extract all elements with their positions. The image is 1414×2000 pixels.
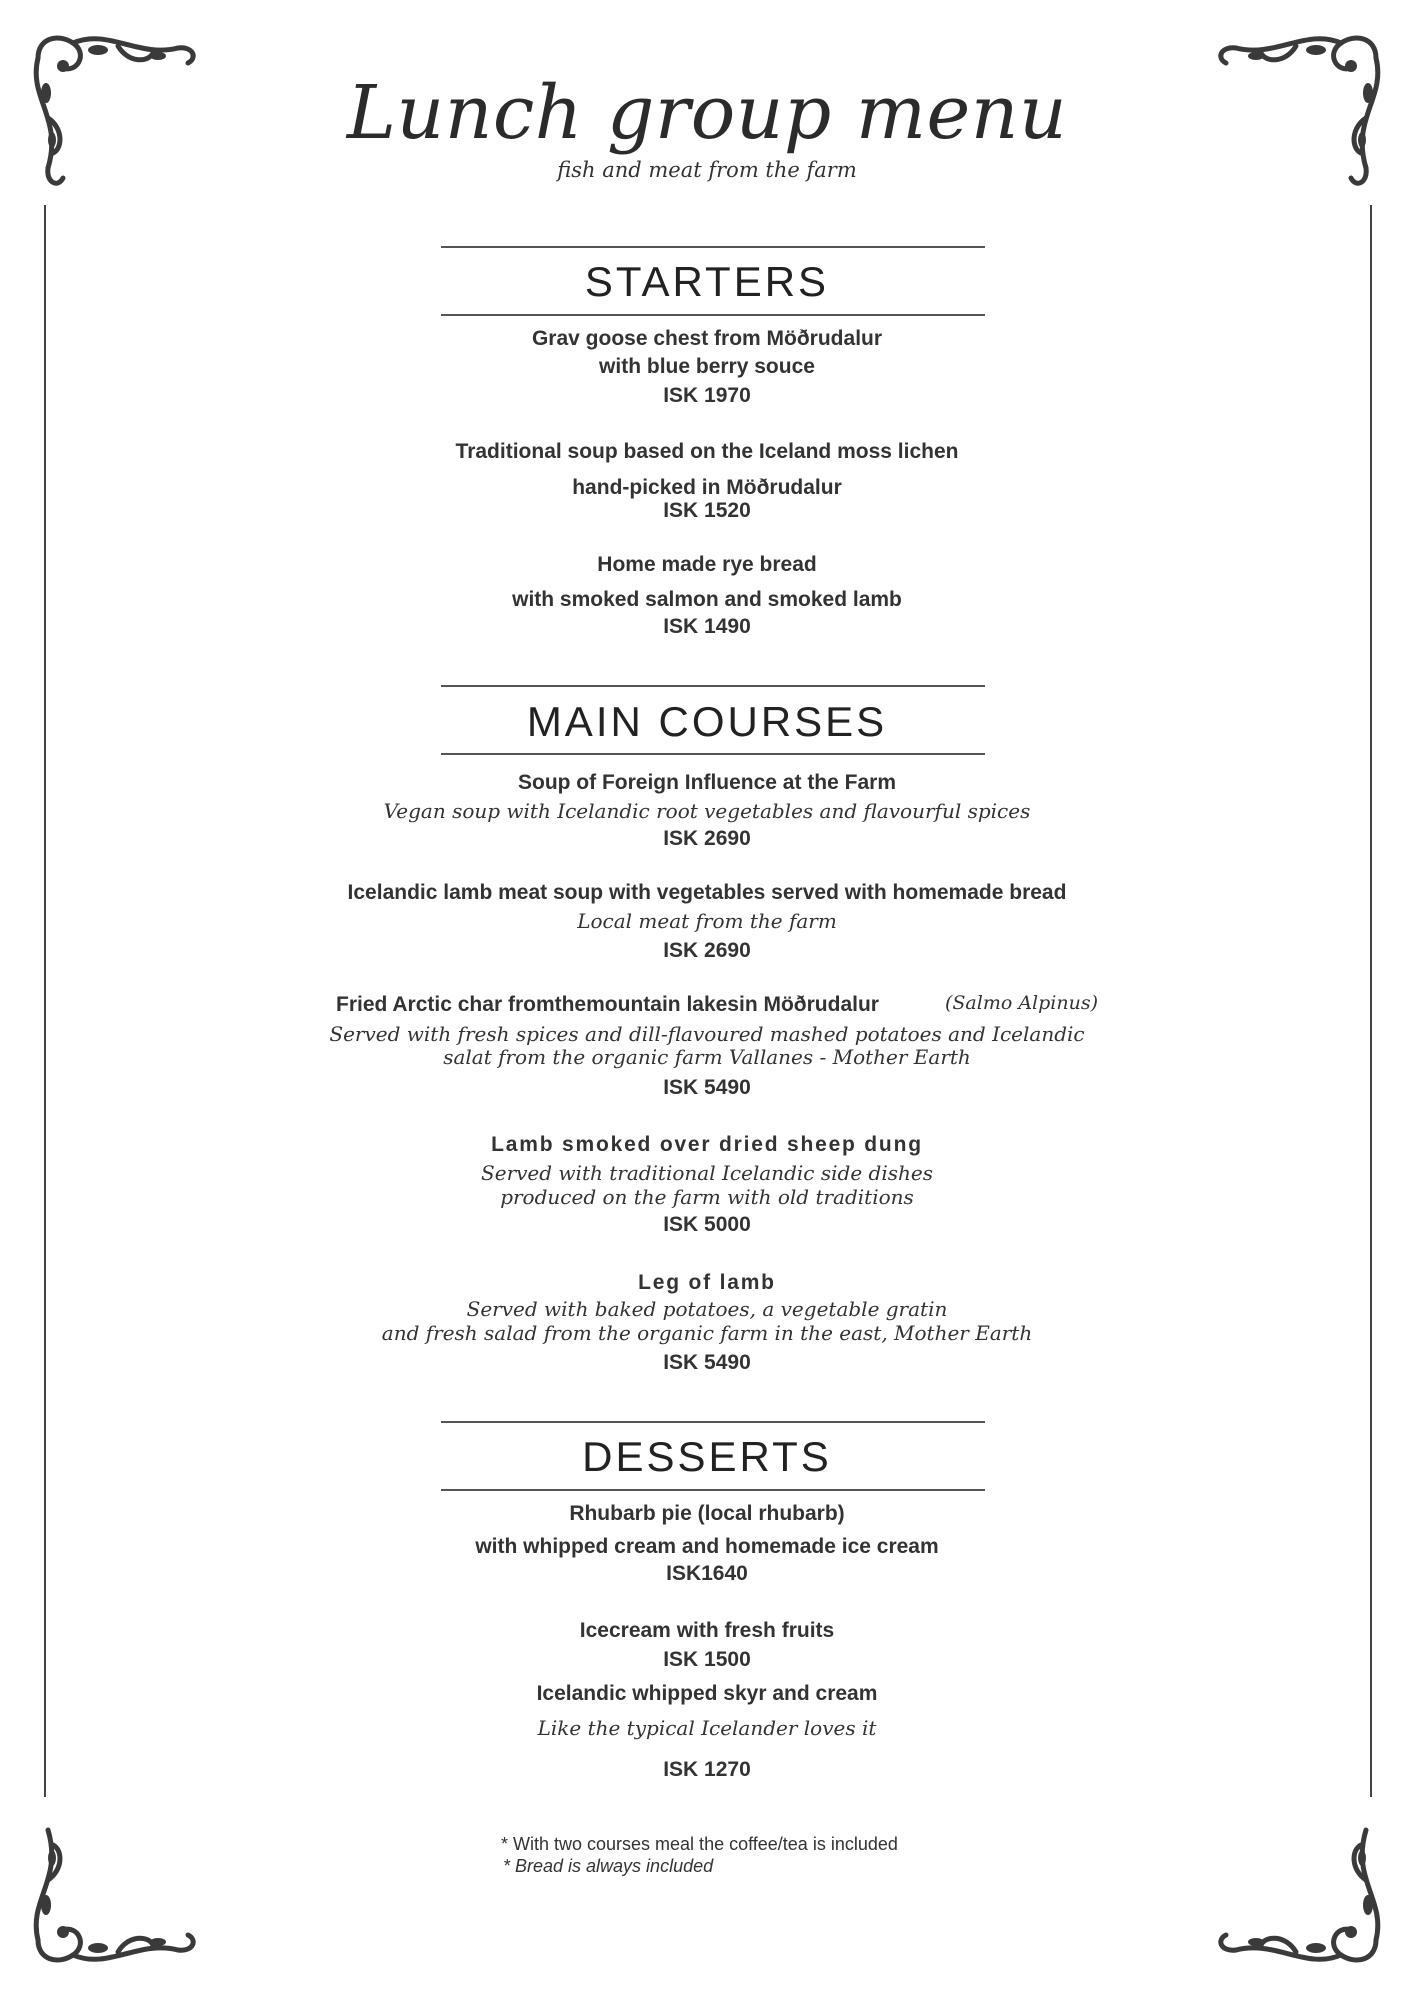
dish-name: Home made rye bread — [597, 553, 817, 576]
dish-price: ISK 1490 — [663, 615, 751, 638]
flourish-corner-icon — [1206, 1790, 1396, 1980]
dish-name: Grav goose chest from Möðrudalur — [531, 327, 883, 350]
dish-price: ISK 5000 — [663, 1213, 751, 1236]
dish-price: ISK 1270 — [663, 1758, 751, 1781]
dish-description: Vegan soup with Icelandic root vegetables and flavourful spices — [383, 799, 1031, 823]
dish-description: with smoked salmon and smoked lamb — [512, 588, 902, 611]
dish-latin-name: (Salmo Alpinus) — [945, 992, 1099, 1014]
dish-name: Rhubarb pie (local rhubarb) — [569, 1502, 845, 1525]
dish-name: Fried Arctic char fromthemountain lakesin Möðrudalur — [336, 993, 879, 1016]
dish-description: produced on the farm with old traditions — [500, 1185, 914, 1209]
dish-price: ISK 5490 — [663, 1351, 751, 1374]
dish-description: Served with traditional Icelandic side dishes — [481, 1161, 933, 1185]
page-subtitle: fish and meat from the farm — [557, 158, 857, 182]
dish-name: Lamb smoked over dried sheep dung — [491, 1133, 923, 1156]
section-heading-main-courses: MAIN COURSES — [526, 698, 888, 745]
dish-description: and fresh salad from the organic farm in the east, Mother Earth — [381, 1321, 1033, 1345]
dish-name: Icecream with fresh fruits — [579, 1619, 835, 1642]
dish-description: Served with baked potatoes, a vegetable gratin — [466, 1297, 948, 1321]
dish-name: Icelandic whipped skyr and cream — [536, 1682, 878, 1705]
section-divider — [441, 753, 985, 755]
dish-name: Leg of lamb — [638, 1271, 776, 1294]
dish-description: Local meat from the farm — [577, 909, 837, 933]
section-divider — [441, 246, 985, 248]
section-divider — [441, 314, 985, 316]
dish-price: ISK 1500 — [663, 1648, 751, 1671]
dish-price: ISK 5490 — [663, 1076, 751, 1099]
dish-price: ISK 1520 — [663, 499, 751, 522]
dish-description: salat from the organic farm Vallanes - Mother Earth — [443, 1045, 971, 1069]
section-divider — [441, 685, 985, 687]
dish-description: Served with fresh spices and dill-flavoured mashed potatoes and Icelandic — [329, 1022, 1085, 1046]
dish-name: Icelandic lamb meat soup with vegetables served with homemade bread — [347, 881, 1067, 904]
footnote-bread: * Bread is always included — [503, 1856, 714, 1876]
dish-price: ISK1640 — [666, 1562, 748, 1585]
dish-description: with blue berry souce — [599, 355, 815, 378]
dish-description: Like the typical Icelander loves it — [537, 1716, 877, 1740]
dish-price: ISK 1970 — [663, 384, 751, 407]
flourish-corner-icon — [18, 1790, 208, 1980]
dish-description: with whipped cream and homemade ice cream — [475, 1535, 939, 1558]
dish-price: ISK 2690 — [663, 827, 751, 850]
dish-name: Traditional soup based on the Iceland moss lichen — [455, 440, 959, 463]
section-heading-desserts: DESSERTS — [582, 1433, 832, 1480]
dish-description: hand-picked in Möðrudalur — [572, 476, 842, 499]
dish-price: ISK 2690 — [663, 939, 751, 962]
page-title: Lunch group menu — [346, 70, 1068, 156]
dish-name: Soup of Foreign Influence at the Farm — [517, 771, 897, 794]
section-heading-starters: STARTERS — [584, 258, 830, 305]
section-divider — [441, 1489, 985, 1491]
footnote-coffee: * With two courses meal the coffee/tea is included — [501, 1834, 898, 1854]
section-divider — [441, 1421, 985, 1423]
